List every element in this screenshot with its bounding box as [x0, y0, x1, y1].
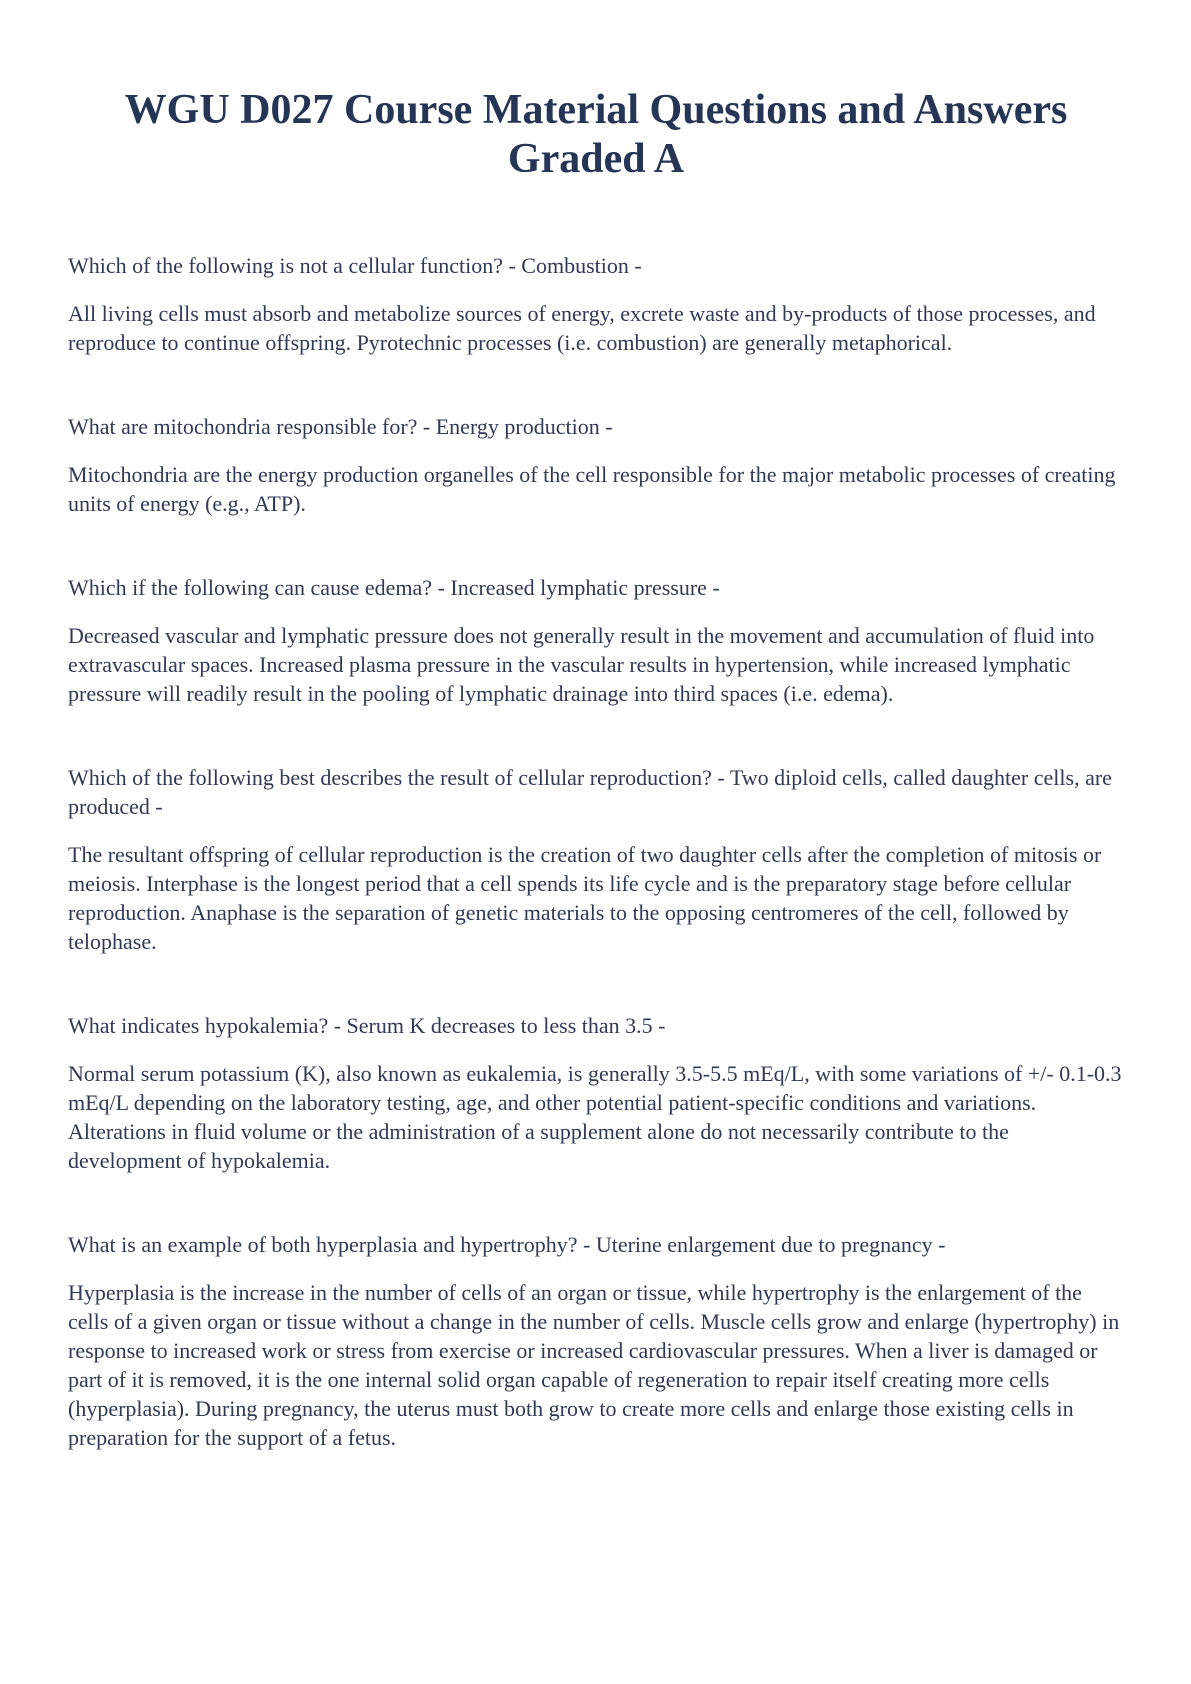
question-text: What is an example of both hyperplasia and hypertrophy? - Uterine enlargement due to pregnancy -: [68, 1232, 946, 1257]
qa-item: [68, 251, 1124, 357]
document-page: [68, 86, 1124, 1507]
qa-item: [68, 1230, 1124, 1452]
qa-item: [68, 763, 1124, 956]
answer-explanation: The resultant offspring of cellular reproduction is the creation of two daughter cells after the completion of mitosis or meiosis. Interphase is the longest period that a cell spends its life cycle and is the preparatory stage before cellular reproduction. Anaphase is the separation of genetic materials to the opposing centromeres of the cell, followed by telophase.: [68, 842, 1102, 954]
answer-explanation: Mitochondria are the energy production organelles of the cell responsible for the major metabolic processes of creating units of energy (e.g., ATP).: [68, 462, 1116, 516]
answer-explanation: All living cells must absorb and metabolize sources of energy, excrete waste and by-products of those processes, and reproduce to continue offspring. Pyrotechnic processes (i.e. combustion) are generally metaphorical.: [68, 301, 1096, 355]
answer-explanation: Normal serum potassium (K), also known as eukalemia, is generally 3.5-5.5 mEq/L, with some variations of +/- 0.1-0.3 mEq/L depending on the laboratory testing, age, and other potential patient-specific conditions and variations. Alterations in fluid volume or the administration of a supplement alone do not necessarily contribute to the development of hypokalemia.: [68, 1061, 1122, 1173]
question-text: What indicates hypokalemia? - Serum K decreases to less than 3.5 -: [68, 1013, 666, 1038]
question-text: What are mitochondria responsible for? - Energy production -: [68, 414, 613, 439]
question-text: Which of the following is not a cellular function? - Combustion -: [68, 253, 642, 278]
qa-item: [68, 412, 1124, 518]
document-title: WGU D027 Course Material Questions and Answers Graded A: [124, 87, 1068, 182]
qa-list: [68, 251, 1124, 1452]
answer-explanation: Hyperplasia is the increase in the number of cells of an organ or tissue, while hypertrophy is the enlargement of the cells of a given organ or tissue without a change in the number of cells. Muscle cells grow and enlarge (hypertrophy) in response to increased work or stress from exercise or increased cardiovascular pressures. When a liver is damaged or part of it is removed, it is the one internal solid organ capable of regeneration to repair itself creating more cells (hyperplasia). During pregnancy, the uterus must both grow to create more cells and enlarge those existing cells in preparation for the support of a fetus.: [68, 1280, 1120, 1450]
answer-explanation: Decreased vascular and lymphatic pressure does not generally result in the movement and accumulation of fluid into extravascular spaces. Increased plasma pressure in the vascular results in hypertension, while increased lymphatic pressure will readily result in the pooling of lymphatic drainage into third spaces (i.e. edema).: [68, 623, 1095, 706]
question-text: Which of the following best describes the result of cellular reproduction? - Two diploid cells, called daughter cells, are produced -: [68, 765, 1112, 819]
qa-item: [68, 573, 1124, 708]
qa-item: [68, 1011, 1124, 1175]
question-text: Which if the following can cause edema? - Increased lymphatic pressure -: [68, 575, 720, 600]
